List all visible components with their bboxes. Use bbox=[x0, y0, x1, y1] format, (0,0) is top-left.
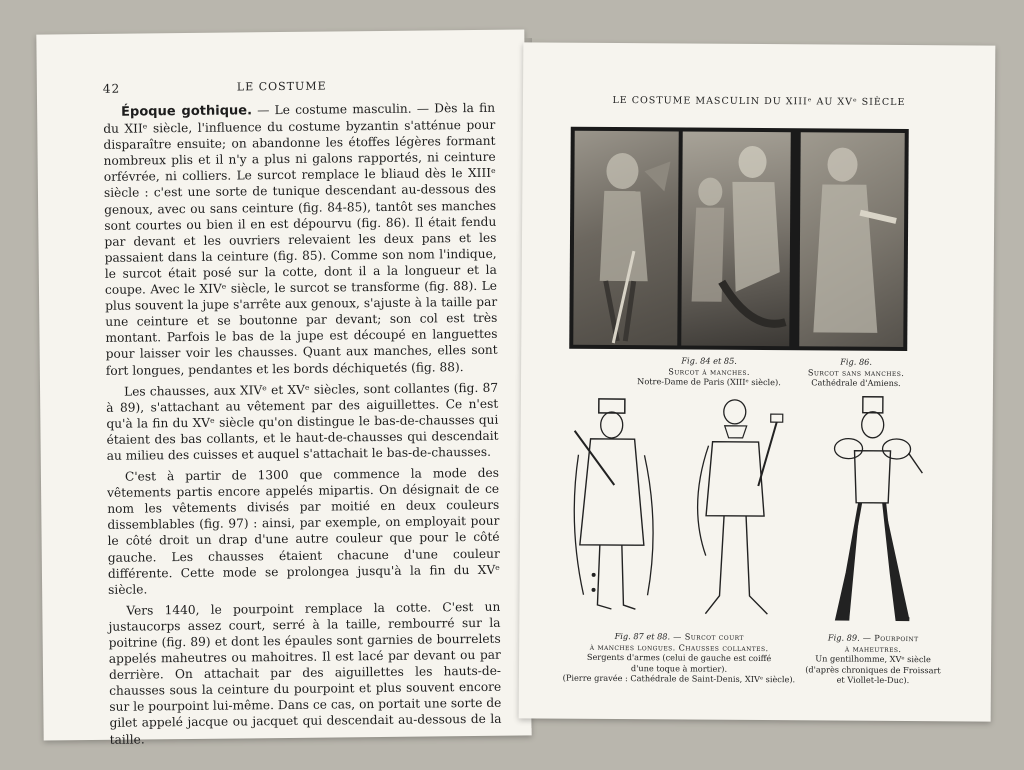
body-text bbox=[103, 100, 502, 753]
caption-fig87-88: Fig. 87 et 88. — Surcot court à manches longues. Chausses collantes. Sergents d'armes (celui de gauche est coiffé d'une toque à mortier). (Pierre gravée : Cathédrale de Saint-Denis, XIVᵉ siècle). bbox=[562, 631, 796, 685]
paragraph-2: Les chausses, aux XIVᵉ et XVᵉ siècles, sont collantes (fig. 87 à 89), s'attachant au vêtement par des aiguillettes. Ce n'est qu'à la fin du XVᵉ siècle qu'on distingue le bas-de-chausses qui étaient des bas collants, et le haut-de-chausses qui descendait au milieu des cuisses et auquel s'attachait le bas-de-chausses. bbox=[106, 380, 499, 463]
section-heading: Époque gothique. bbox=[121, 103, 253, 120]
book-spread bbox=[28, 30, 1003, 747]
sergeant-at-arms-icon bbox=[683, 395, 789, 626]
caption-fig86: Fig. 86. Surcot sans manches. Cathédrale d'Amiens. bbox=[807, 356, 905, 389]
paragraph-4: Vers 1440, le pourpoint remplace la cotte. C'est un justaucorps assez court, serré à la taille, rembourré sur la poitrine (fig. 89) et dont les épaules sont garnies de bourrelets appelés maheutres ou mahoitres. Il est lacé par devant ou par derrière. On attachait par des aiguillettes les hauts-de-chausses sous la ceinture du pourpoint et plus souvent encore sur le pourpoint lui-même. Dans ce cas, on portait une sorte de gilet appelé jacque ou jacquet qui descendait au-dessous de la taille. bbox=[108, 599, 502, 747]
photo-fig84 bbox=[573, 131, 678, 346]
statue-group-icon bbox=[681, 131, 790, 346]
right-page bbox=[519, 42, 996, 721]
engraving-fig87 bbox=[563, 395, 665, 626]
page-number: 42 bbox=[102, 81, 121, 96]
photo-fig85 bbox=[681, 131, 790, 346]
engraving-fig89 bbox=[817, 392, 929, 629]
left-page bbox=[36, 29, 531, 747]
sculpture-photos bbox=[569, 127, 909, 351]
statue-figure-icon bbox=[573, 131, 678, 346]
paragraph-1-text: — Le costume masculin. — Dès la fin du XIIᵉ siècle, l'influence du costume byzantin s'atténue pour disparaître ensuite; on abandonne les étoffes légères formant nombreux plis et il n'y a plus ni galons rapportés, ni ceinture orfévrée, ni colliers. Le surcot remplace le bliaud dès le XIIIᵉ siècle : c'est une sorte de tunique descendant au-dessous des genoux, avec ou sans ceinture (fig. 84-85), tantôt ses manches sont courtes ou bien il en est dépourvu (fig. 86). Il était fendu par devant et les ouvriers relevaient les deux pans et les passaient dans la ceinture (fig. 85). Comme son nom l'indique, le surcot était posé sur la cotte, dont il a la longueur et la coupe. Avec le XIVᵉ siècle, le surcot se transforme (fig. 88). Le plus souvent la jupe s'arrête aux genoux, s'ajuste à la taille par une ceinture et se boutonne par devant; son col est très montant. Parfois le bas de la jupe est découpé en languettes pour laisser voir les chausses. Quant aux manches, elles sont fort longues, pendantes et les bords déchiquetés (fig. 88). bbox=[103, 100, 498, 378]
caption-fig89: Fig. 89. — Pourpoint à maheutres. Un gentilhomme, XVᵉ siècle (d'après chroniques de Froissart et Viollet-le-Duc). bbox=[805, 632, 941, 686]
gentleman-pourpoint-icon bbox=[817, 392, 929, 629]
running-head-title: LE COSTUME bbox=[236, 79, 327, 94]
right-running-head: LE COSTUME MASCULIN DU XIIIᵉ AU XVᵉ SIÈCLE bbox=[612, 94, 906, 109]
paragraph-1 bbox=[103, 100, 498, 379]
photo-fig86 bbox=[799, 132, 904, 347]
left-running-head bbox=[37, 77, 525, 96]
statue-figure-icon bbox=[799, 132, 904, 347]
engraving-fig88 bbox=[683, 395, 789, 626]
paragraph-3: C'est à partir de 1300 que commence la mode des vêtements partis encore appelés mipartis. On désignait de ce nom les vêtements divisés par moitié en deux couleurs dissemblables (fig. 97) : ainsi, par exemple, on employait pour le côté droit un drap d'une autre couleur que pour le côté gauche. Les chausses étaient chacune d'une couleur différente. Cette mode se prolongea jusqu'à la fin du XVᵉ siècle. bbox=[107, 465, 501, 597]
caption-fig84-85: Fig. 84 et 85. Surcot à manches. Notre-Dame de Paris (XIIIᵉ siècle). bbox=[637, 355, 781, 388]
sergeant-at-arms-icon bbox=[563, 395, 665, 626]
